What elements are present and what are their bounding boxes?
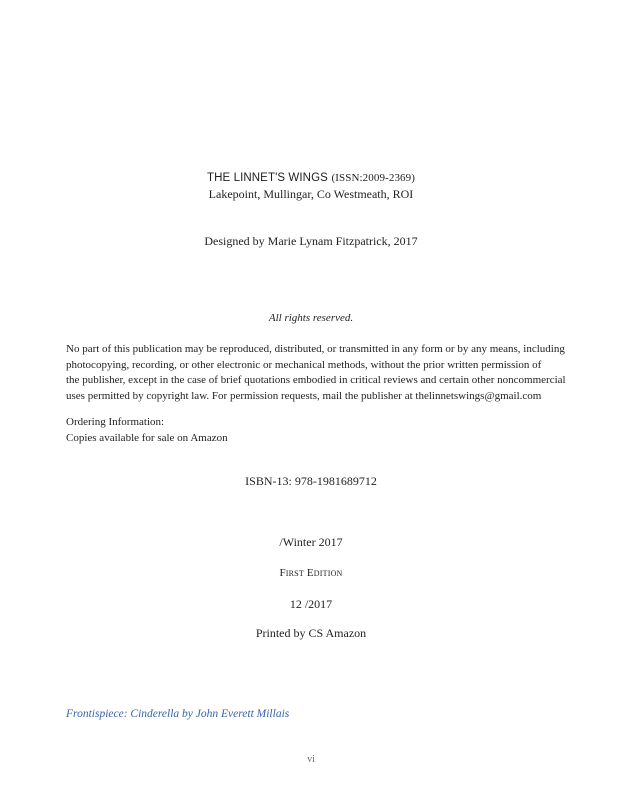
publisher-address: Lakepoint, Mullingar, Co Westmeath, ROI xyxy=(208,187,414,201)
journal-issn: (ISSN:2009-2369) xyxy=(331,172,416,184)
page-number: vi xyxy=(307,754,315,765)
copyright-line: the publisher, except in the case of brief quotations embodied in critical reviews and certain other noncommercial xyxy=(66,374,566,386)
isbn-number: ISBN-13: 978-1981689712 xyxy=(245,474,377,488)
frontispiece-caption: Frontispiece: Cinderella by John Everett Millais xyxy=(66,708,290,720)
edition-label: First Edition xyxy=(279,567,343,579)
ordering-text: Copies available for sale on Amazon xyxy=(66,431,228,444)
printer-credit: Printed by CS Amazon xyxy=(255,626,367,640)
ordering-heading: Ordering Information: xyxy=(66,416,165,428)
copyright-line: photocopying, recording, or other electronic or mechanical methods, without the prior written permission of xyxy=(66,358,542,371)
issue-date: 12 /2017 xyxy=(289,597,333,611)
copyright-line: uses permitted by copyright law. For permission requests, mail the publisher at thelinnetswings@gmail.com xyxy=(66,389,542,402)
ordering-information xyxy=(66,415,566,446)
journal-name: THE LINNET'S WINGS xyxy=(206,172,328,184)
copyright-paragraph xyxy=(66,342,566,404)
rights-statement: All rights reserved. xyxy=(268,312,354,324)
copyright-line: No part of this publication may be reproduced, distributed, or transmitted in any form or by any means, including xyxy=(66,343,565,355)
journal-title-line xyxy=(0,171,622,184)
designer-credit: Designed by Marie Lynam Fitzpatrick, 2017 xyxy=(204,234,418,248)
issue-season: /Winter 2017 xyxy=(279,535,343,549)
